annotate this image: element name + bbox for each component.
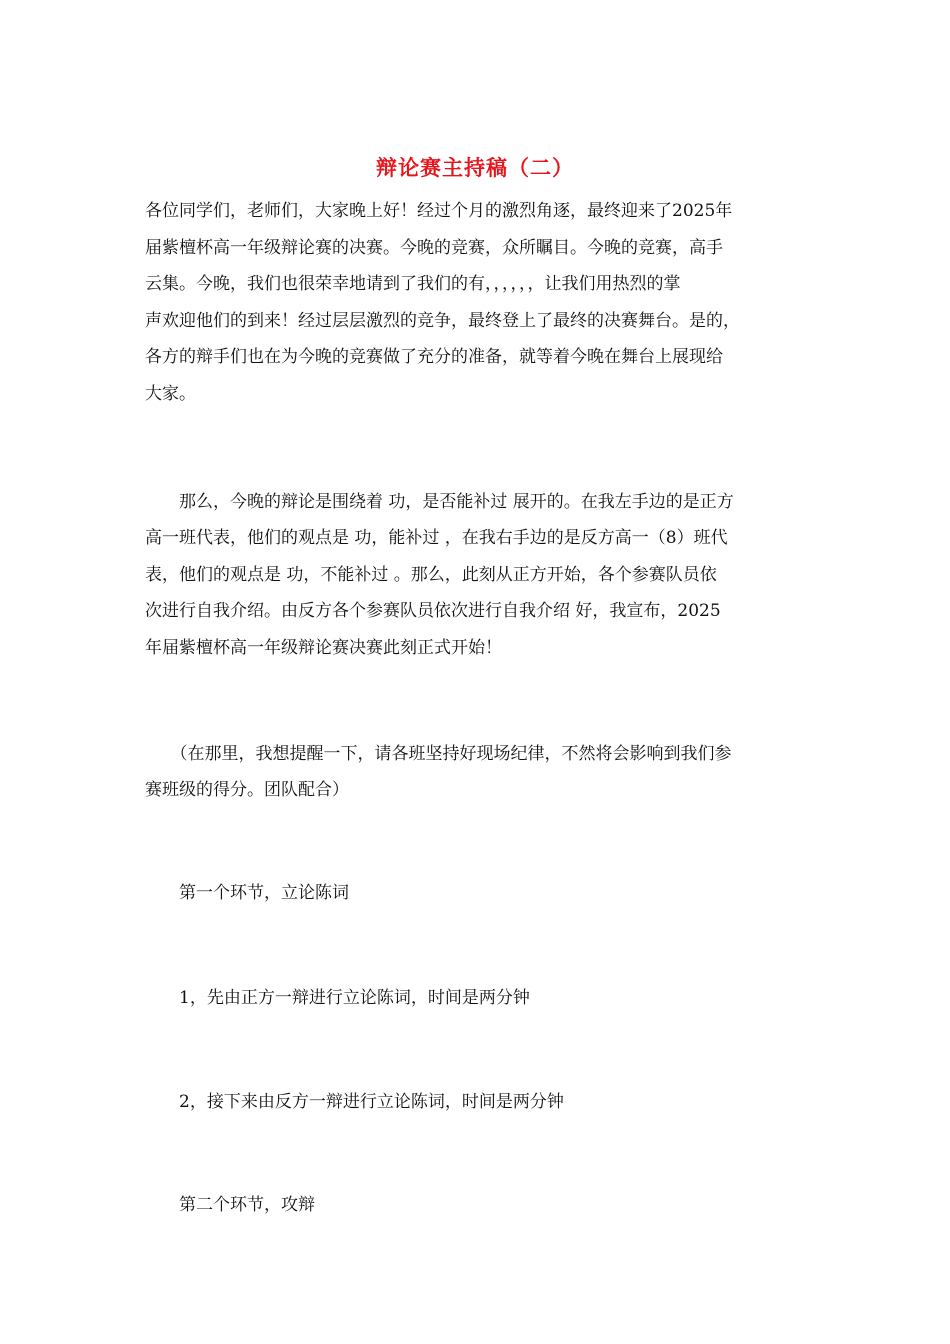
- section-heading: 第一个环节，立论陈词: [145, 883, 349, 903]
- paragraph-line: 声欢迎他们的到来！经过层层激烈的竞争，最终登上了最终的决赛舞台。是的，: [145, 311, 740, 331]
- section-heading: 第二个环节，攻辩: [145, 1195, 315, 1215]
- paragraph-line: 大家。: [145, 384, 196, 404]
- paragraph-line: 赛班级的得分。团队配合）: [145, 780, 349, 800]
- paragraph-line: 次进行自我介绍。由反方各个参赛队员依次进行自我介绍 好，我宣布，2025: [145, 601, 721, 621]
- paragraph-line: 云集。今晚，我们也很荣幸地请到了我们的有，，，，，，让我们用热烈的掌: [145, 274, 681, 294]
- paragraph-line: 1，先由正方一辩进行立论陈词，时间是两分钟: [145, 988, 530, 1008]
- paragraph-line: 届紫檀杯高一年级辩论赛的决赛。今晚的竞赛，众所瞩目。今晚的竞赛，高手: [145, 238, 723, 258]
- paragraph-line: 各方的辩手们也在为今晚的竞赛做了充分的准备，就等着今晚在舞台上展现给: [145, 347, 723, 367]
- document-title: 辩论赛主持稿（二）: [376, 155, 574, 180]
- paragraph-line: （在那里，我想提醒一下，请各班坚持好现场纪律，不然将会影响到我们参: [145, 744, 732, 764]
- paragraph-line: 各位同学们，老师们，大家晚上好！经过个月的激烈角逐，最终迎来了2025年: [145, 201, 733, 221]
- paragraph-line: 高一班代表，他们的观点是 功，能补过 ，在我右手边的是反方高一（8）班代: [145, 528, 728, 548]
- paragraph-line: 表，他们的观点是 功，不能补过 。那么，此刻从正方开始，各个参赛队员依: [145, 565, 717, 585]
- paragraph-line: 年届紫檀杯高一年级辩论赛决赛此刻正式开始！: [145, 638, 502, 658]
- paragraph-line: 那么，今晚的辩论是围绕着 功，是否能补过 展开的。在我左手边的是正方: [145, 492, 734, 512]
- paragraph-line: 2，接下来由反方一辩进行立论陈词，时间是两分钟: [145, 1092, 564, 1112]
